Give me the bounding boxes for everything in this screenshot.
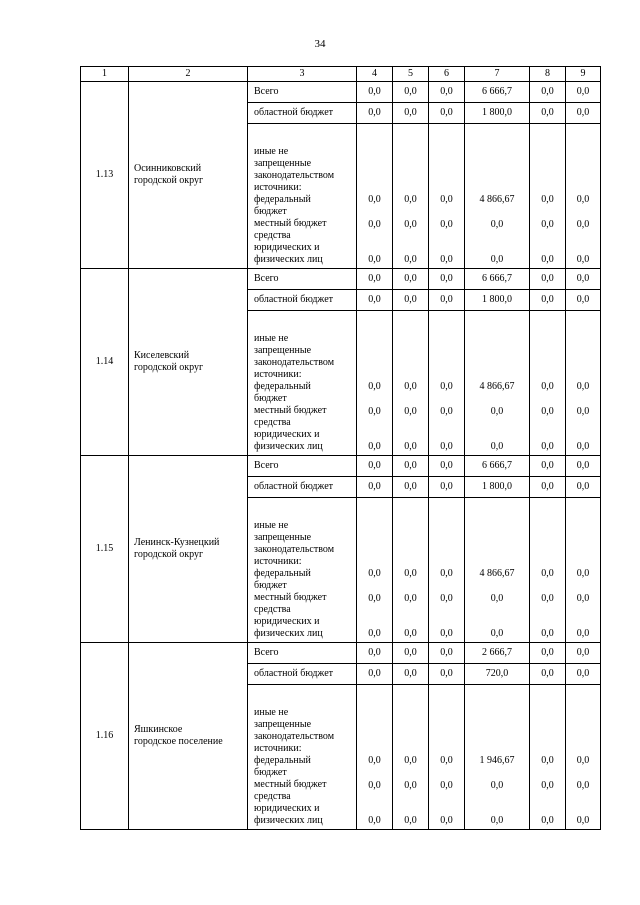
legal-entities-value: 0,0 [404,815,417,826]
source-label-line: местный бюджет [254,592,327,603]
source-label-line: юридических и [254,429,320,440]
local-value: 0,0 [404,219,417,230]
source-label-line: запрещенные [254,345,312,356]
federal-value: 4 866,67 [479,194,515,205]
source-label-total: Всего [248,269,357,290]
value-cell: 0,0 [357,456,393,477]
value-cell: 0,0 [393,269,429,290]
value-cell-group [465,685,530,830]
legal-entities-value: 0,0 [404,628,417,639]
municipality-name-line: городской округ [134,175,204,186]
municipality-name-line: городской округ [134,362,204,373]
source-label-line: средства [254,230,291,241]
source-label-line: законодательством [254,170,335,181]
value-stack [566,755,600,827]
source-label-line: юридических и [254,803,320,814]
legal-entities-value: 0,0 [541,815,554,826]
source-label-line: федеральный [254,194,311,205]
municipality-name [129,269,248,456]
municipality-name-line: Киселевский [134,350,190,361]
value-stack [530,194,565,266]
federal-value: 0,0 [440,755,453,766]
source-label-line: бюджет [254,580,287,591]
source-label-other [248,311,357,456]
source-label-line: иные не [254,520,289,531]
value-cell: 0,0 [566,82,601,103]
value-cell: 0,0 [530,477,566,498]
municipality-name [129,643,248,830]
local-value: 0,0 [404,406,417,417]
value-cell: 0,0 [429,269,465,290]
value-cell: 0,0 [429,664,465,685]
source-label-lines [254,333,356,453]
source-label-line: юридических и [254,616,320,627]
source-label-regional: областной бюджет [248,290,357,311]
value-cell: 6 666,7 [465,269,530,290]
local-value: 0,0 [541,593,554,604]
legal-entities-value: 0,0 [490,628,504,639]
legal-entities-value: 0,0 [404,254,417,265]
value-cell-group [566,498,601,643]
value-cell: 0,0 [393,82,429,103]
value-cell: 0,0 [566,456,601,477]
federal-value: 0,0 [368,381,381,392]
federal-value: 0,0 [368,194,381,205]
federal-value: 0,0 [541,568,554,579]
legal-entities-value: 0,0 [440,628,453,639]
value-cell-group [393,498,429,643]
section-index: 1.13 [81,82,129,269]
legal-entities-value: 0,0 [404,441,417,452]
source-label-line: юридических и [254,242,320,253]
value-stack [393,194,428,266]
value-cell: 0,0 [566,477,601,498]
value-cell: 0,0 [393,664,429,685]
value-cell: 0,0 [357,103,393,124]
legal-entities-value: 0,0 [576,254,590,265]
source-label-line: бюджет [254,393,287,404]
legal-entities-value: 0,0 [368,441,381,452]
federal-value: 1 946,67 [479,755,515,766]
value-cell: 0,0 [393,643,429,664]
source-label-total: Всего [248,456,357,477]
value-stack [530,568,565,640]
value-cell: 0,0 [429,103,465,124]
federal-value: 0,0 [368,568,381,579]
municipality-name [129,82,248,269]
legal-entities-value: 0,0 [576,815,590,826]
local-value: 0,0 [368,780,381,791]
header-cell: 9 [566,67,601,82]
source-label-lines [254,146,356,266]
source-label-line: местный бюджет [254,405,327,416]
value-stack [566,381,600,453]
local-value: 0,0 [576,780,590,791]
local-value: 0,0 [576,593,590,604]
source-label-line: иные не [254,707,289,718]
value-cell: 720,0 [465,664,530,685]
source-label-line: законодательством [254,731,335,742]
value-cell: 0,0 [530,269,566,290]
legal-entities-value: 0,0 [541,441,554,452]
header-cell: 6 [429,67,465,82]
source-label-line: физических лиц [254,441,323,452]
header-cell: 8 [530,67,566,82]
local-value: 0,0 [440,219,453,230]
source-label-line: физических лиц [254,628,323,639]
value-cell: 0,0 [566,103,601,124]
value-stack [393,755,428,827]
source-label-line: бюджет [254,767,287,778]
value-cell-group [393,311,429,456]
value-cell-group [530,685,566,830]
legal-entities-value: 0,0 [368,254,381,265]
municipality-name-line: Ленинск-Кузнецкий [134,537,220,548]
value-cell: 0,0 [429,477,465,498]
value-cell: 0,0 [566,290,601,311]
value-cell: 0,0 [393,456,429,477]
local-value: 0,0 [541,406,554,417]
source-label-line: источники: [254,556,302,567]
value-stack [465,381,529,453]
value-cell-group [429,498,465,643]
value-cell-group [357,124,393,269]
federal-value: 0,0 [541,755,554,766]
value-cell: 0,0 [530,103,566,124]
source-label-total: Всего [248,643,357,664]
local-value: 0,0 [440,780,453,791]
value-stack [393,381,428,453]
municipality-name-line: городской округ [134,549,204,560]
value-stack [357,381,392,453]
section-index: 1.15 [81,456,129,643]
local-value: 0,0 [368,219,381,230]
local-value: 0,0 [440,406,453,417]
legal-entities-value: 0,0 [490,441,504,452]
section-index: 1.14 [81,269,129,456]
section-total-row [81,643,601,664]
source-label-line: федеральный [254,381,311,392]
value-stack [465,755,529,827]
value-cell: 0,0 [429,643,465,664]
value-cell: 1 800,0 [465,477,530,498]
source-label-line: источники: [254,182,302,193]
value-cell-group [530,498,566,643]
legal-entities-value: 0,0 [576,628,590,639]
value-cell: 0,0 [357,269,393,290]
header-cell: 3 [248,67,357,82]
source-label-total: Всего [248,82,357,103]
value-stack [357,755,392,827]
value-cell: 0,0 [530,290,566,311]
section-total-row [81,82,601,103]
federal-value: 0,0 [576,194,590,205]
source-label-line: источники: [254,743,302,754]
local-value: 0,0 [576,406,590,417]
header-row [81,67,601,82]
local-value: 0,0 [490,780,504,791]
source-label-regional: областной бюджет [248,664,357,685]
legal-entities-value: 0,0 [576,441,590,452]
source-label-line: источники: [254,369,302,380]
value-stack [357,194,392,266]
source-label-line: запрещенные [254,719,312,730]
federal-value: 0,0 [576,568,590,579]
municipality-name-line: городское поселение [134,736,223,747]
value-stack [393,568,428,640]
federal-value: 4 866,67 [479,381,515,392]
source-label-regional: областной бюджет [248,477,357,498]
source-label-line: физических лиц [254,254,323,265]
source-label-line: местный бюджет [254,218,327,229]
source-label-lines [254,520,356,640]
value-cell-group [530,124,566,269]
value-cell: 0,0 [357,82,393,103]
source-label-line: средства [254,791,291,802]
federal-value: 0,0 [440,568,453,579]
local-value: 0,0 [368,406,381,417]
source-label-line: федеральный [254,568,311,579]
source-label-line: физических лиц [254,815,323,826]
source-label-other [248,498,357,643]
value-cell-group [530,311,566,456]
value-cell-group [357,311,393,456]
value-cell-group [357,685,393,830]
value-cell: 0,0 [429,290,465,311]
value-cell: 0,0 [357,477,393,498]
page-number: 34 [314,38,326,50]
value-cell: 6 666,7 [465,82,530,103]
federal-value: 0,0 [404,755,417,766]
local-value: 0,0 [541,780,554,791]
value-stack [566,194,600,266]
value-cell: 6 666,7 [465,456,530,477]
local-value: 0,0 [490,593,504,604]
local-value: 0,0 [541,219,554,230]
local-value: 0,0 [440,593,453,604]
value-stack [429,194,464,266]
federal-value: 0,0 [541,381,554,392]
federal-value: 0,0 [576,755,590,766]
value-cell-group [465,311,530,456]
header-cell: 5 [393,67,429,82]
source-label-line: запрещенные [254,532,312,543]
section-total-row [81,456,601,477]
municipality-name [129,456,248,643]
federal-value: 4 866,67 [479,568,515,579]
source-label-line: средства [254,417,291,428]
value-cell: 0,0 [429,456,465,477]
federal-value: 0,0 [541,194,554,205]
source-label-lines [254,707,356,827]
federal-value: 0,0 [368,755,381,766]
value-stack [530,381,565,453]
value-cell: 0,0 [357,664,393,685]
legal-entities-value: 0,0 [440,815,453,826]
municipality-name-line: Осинниковский [134,163,202,174]
legal-entities-value: 0,0 [440,254,453,265]
value-cell-group [429,124,465,269]
value-cell-group [566,685,601,830]
value-cell: 0,0 [530,456,566,477]
source-label-regional: областной бюджет [248,103,357,124]
value-cell: 0,0 [357,643,393,664]
value-stack [429,755,464,827]
value-cell: 0,0 [357,290,393,311]
federal-value: 0,0 [440,194,453,205]
legal-entities-value: 0,0 [440,441,453,452]
value-cell: 0,0 [393,103,429,124]
source-label-line: законодательством [254,544,335,555]
source-label-line: запрещенные [254,158,312,169]
value-cell: 2 666,7 [465,643,530,664]
local-value: 0,0 [404,780,417,791]
legal-entities-value: 0,0 [541,628,554,639]
value-cell: 0,0 [530,643,566,664]
source-label-line: федеральный [254,755,311,766]
value-cell: 0,0 [530,82,566,103]
federal-value: 0,0 [404,194,417,205]
value-cell: 0,0 [566,664,601,685]
header-cell: 7 [465,67,530,82]
value-cell: 1 800,0 [465,103,530,124]
section-total-row [81,269,601,290]
value-cell-group [566,311,601,456]
legal-entities-value: 0,0 [490,254,504,265]
legal-entities-value: 0,0 [368,628,381,639]
local-value: 0,0 [490,406,504,417]
source-label-line: иные не [254,146,289,157]
section-index: 1.16 [81,643,129,830]
local-value: 0,0 [368,593,381,604]
value-cell-group [465,498,530,643]
legal-entities-value: 0,0 [368,815,381,826]
value-cell-group [357,498,393,643]
value-cell: 0,0 [393,477,429,498]
value-stack [465,194,529,266]
header-cell: 4 [357,67,393,82]
value-stack [566,568,600,640]
value-cell-group [429,311,465,456]
municipality-name-line: Яшкинское [134,724,183,735]
value-stack [530,755,565,827]
value-cell-group [429,685,465,830]
value-stack [429,381,464,453]
budget-table [80,66,601,830]
value-cell: 1 800,0 [465,290,530,311]
value-cell-group [566,124,601,269]
header-cell: 1 [81,67,129,82]
value-stack [429,568,464,640]
legal-entities-value: 0,0 [541,254,554,265]
value-cell: 0,0 [566,643,601,664]
local-value: 0,0 [404,593,417,604]
federal-value: 0,0 [440,381,453,392]
source-label-line: местный бюджет [254,779,327,790]
source-label-line: средства [254,604,291,615]
value-cell: 0,0 [429,82,465,103]
source-label-line: иные не [254,333,289,344]
header-cell: 2 [129,67,248,82]
value-stack [357,568,392,640]
local-value: 0,0 [490,219,504,230]
value-stack [465,568,529,640]
value-cell-group [465,124,530,269]
source-label-other [248,685,357,830]
federal-value: 0,0 [576,381,590,392]
legal-entities-value: 0,0 [490,815,504,826]
value-cell-group [393,685,429,830]
source-label-line: бюджет [254,206,287,217]
value-cell-group [393,124,429,269]
source-label-line: законодательством [254,357,335,368]
federal-value: 0,0 [404,568,417,579]
source-label-other [248,124,357,269]
value-cell: 0,0 [530,664,566,685]
local-value: 0,0 [576,219,590,230]
federal-value: 0,0 [404,381,417,392]
value-cell: 0,0 [566,269,601,290]
value-cell: 0,0 [393,290,429,311]
